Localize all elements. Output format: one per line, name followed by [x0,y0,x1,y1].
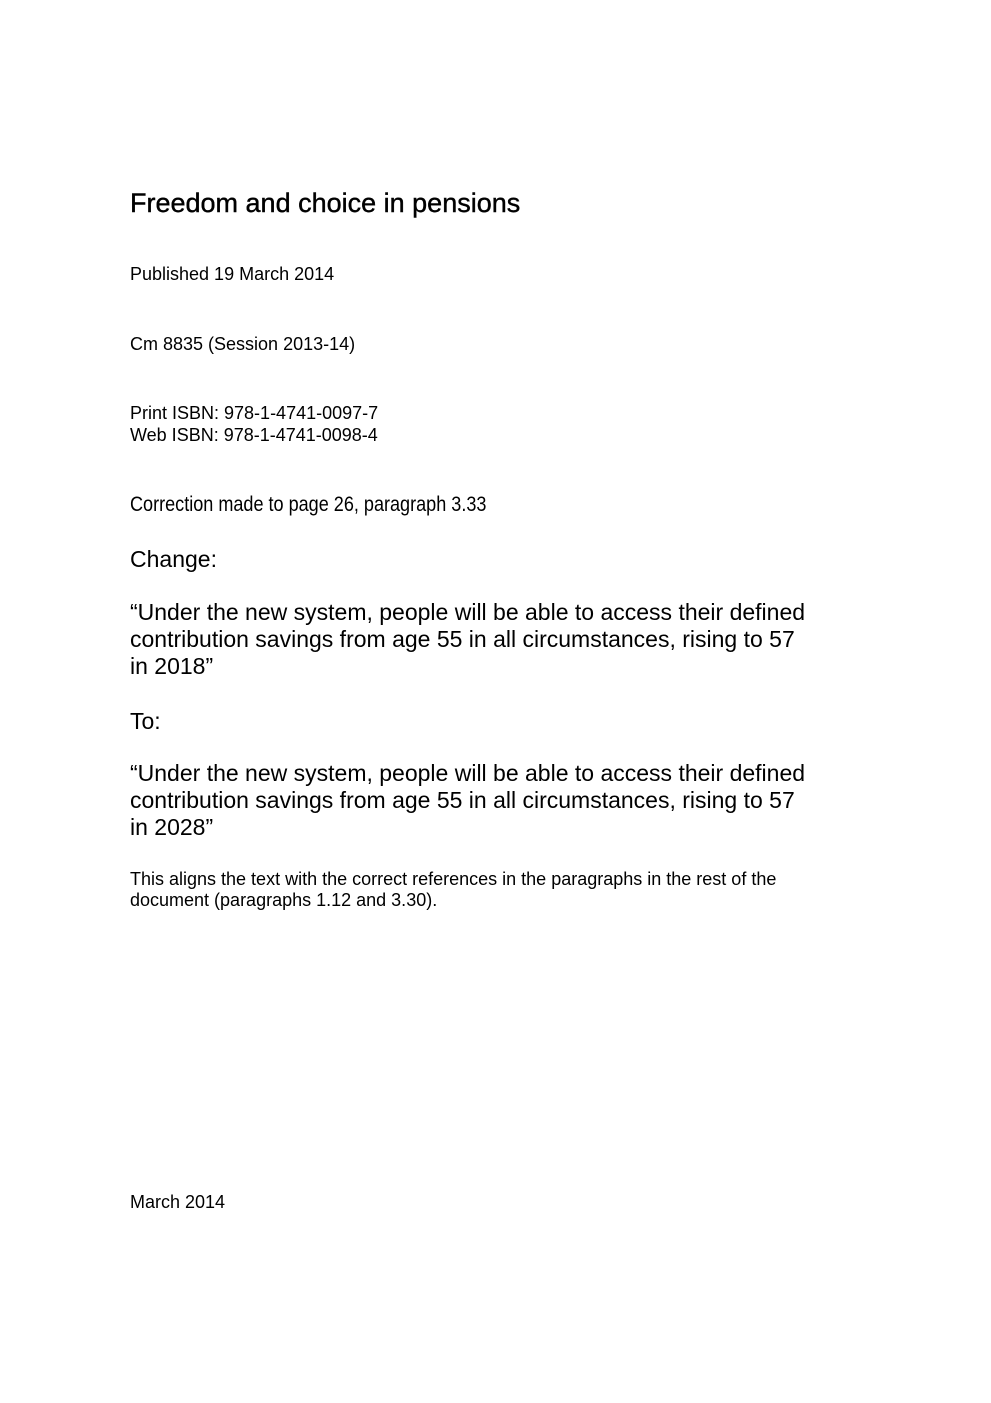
corrected-line: contribution savings from age 55 in all circumstances, rising to 57 [130,787,795,813]
footer-date: March 2014 [130,1192,226,1212]
published-date: Published 19 March 2014 [130,264,335,284]
explanatory-note [130,869,776,911]
original-text [130,599,805,680]
original-line: in 2018” [130,653,214,679]
command-paper-number: Cm 8835 (Session 2013-14) [130,334,356,354]
isbn-block [130,402,378,446]
print-isbn: Print ISBN: 978-1-4741-0097-7 [130,403,379,423]
original-line: “Under the new system, people will be able to access their defined [130,599,806,625]
corrected-line: “Under the new system, people will be able to access their defined [130,760,806,786]
change-label: Change: [130,546,217,572]
web-isbn: Web ISBN: 978-1-4741-0098-4 [130,425,378,445]
to-label: To: [130,708,161,734]
corrected-line: in 2028” [130,814,214,840]
note-line: This aligns the text with the correct references in the paragraphs in the rest of the [130,869,777,889]
document-title: Freedom and choice in pensions [130,188,521,218]
correction-heading: Correction made to page 26, paragraph 3.33 [130,493,487,516]
note-line: document (paragraphs 1.12 and 3.30). [130,890,438,910]
corrected-text [130,760,805,841]
original-line: contribution savings from age 55 in all circumstances, rising to 57 [130,626,795,652]
